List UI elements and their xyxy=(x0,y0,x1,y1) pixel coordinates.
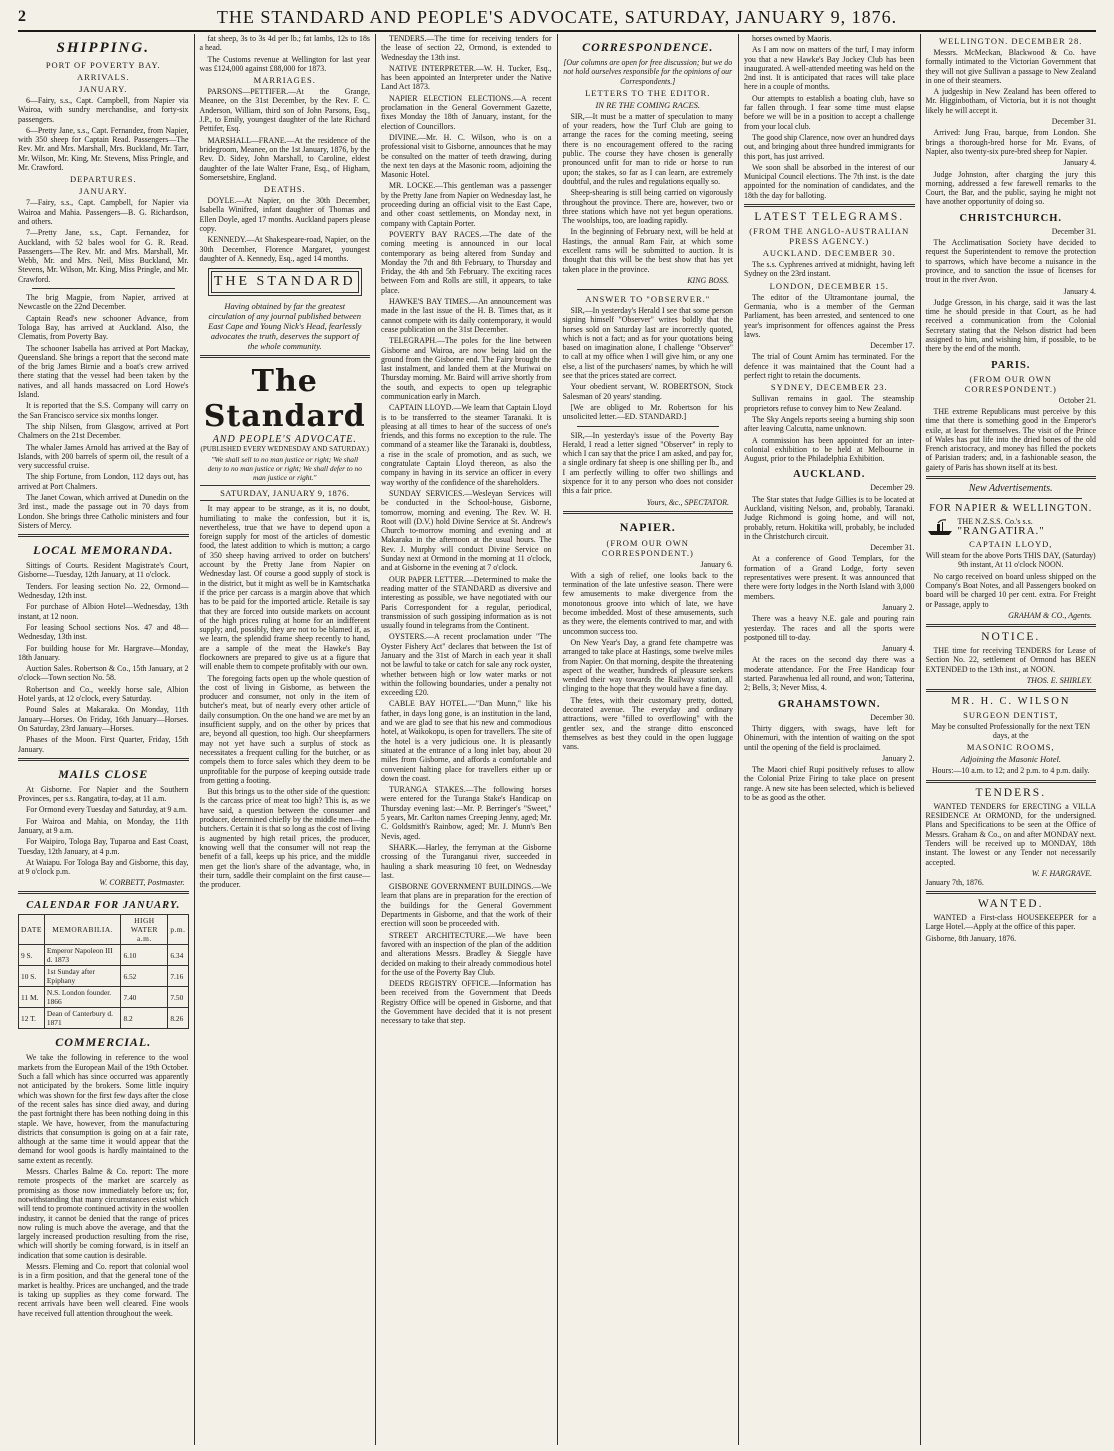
letter-signature: KING BOSS. xyxy=(687,275,729,285)
local-news-item: OUR PAPER LETTER.—Determined to make the reading matter of the STANDARD as diversive and interesting as possible, we have negotiated with our Paris Correspondent for a regular, periodical, transmission of such gossiping information as is not usually found in telegrams from the Continent. xyxy=(381,574,552,631)
notice-text: THE time for receiving TENDERS for Lease of Section No. 22, settlement of Ormond has BEEN EXTENDED to the 13th inst., at NOON. xyxy=(925,645,1096,674)
shipping-note: The ship Nilsen, from Glasgow, arrived at Port Chalmers on the 21st December. xyxy=(18,421,189,441)
dateline: SATURDAY, JANUARY 9, 1876. xyxy=(200,485,371,501)
tenders-heading: TENDERS. xyxy=(975,786,1047,799)
divider xyxy=(563,511,734,514)
departure-entry: 7—Pretty Jane, s.s., Capt. Fernandez, for Auckland, with 52 bales wool for G. R. Read. Passengers—The Rev. Mr. and Mrs. Marshall, Mr. Webb, Mr. and Mrs. Neil, Miss Buckland, Mr. Stevens, Mr. Wilson, Mr. King, Miss Pringle, and Mr. Crawford. xyxy=(18,228,189,284)
local-news-item: TENDERS.—The time for receiving tenders for the lease of section 22, Ormond, is extended to Wednesday the 13th inst. xyxy=(381,34,552,62)
calendar-cell: Emperor Napoleon III d. 1873 xyxy=(44,945,121,966)
telegram-text: The trial of Count Arnim has terminated. For the defence it was maintained that the Count had a perfect right to retain the documents. xyxy=(744,352,915,381)
wellington-text: Arrived: Jung Frau, barque, from London. She brings a thorough-bred horse for Mr. Evans, of Napier, also twenty-six pure-bred sheep for Napier. xyxy=(925,128,1096,156)
standard-box-title: THE STANDARD xyxy=(211,271,360,293)
telegrams-heading: LATEST TELEGRAMS. xyxy=(754,211,905,224)
calendar-cell: N.S. London founder. 1866 xyxy=(44,987,121,1008)
local-news-item: OYSTERS.—A recent proclamation under "The Oyster Fishery Act" declares that between the 1st of January and the 31st of March in each year it shall not be lawful to take or catch for sale any rock oyster, whether between high or low water marks or not within the following boundaries, under a penalty not exceeding £20. xyxy=(381,632,552,698)
commercial-paragraph: We take the following in reference to the wool markets from the European Mail of the 19th October. Such a fall which has since occurred was apparently not anticipated by the brokers. Some little inquiry which was shown for the first few days after the close of the recent sales has since died away, and during the past fortnight there has been nothing doing in this staple. We have, however, from the manufacturing districts that consumption is going on at a fair rate, although at the same time it would appear that the demand for wool goods is hardly maintained to the same extent as recently. xyxy=(18,1053,189,1165)
ship-advert xyxy=(926,517,1097,536)
departure-entry: 7—Fairy, s.s., Capt. Campbell, for Napier via Wairoa and Mahia. Passengers—B. G. Richardson, and others. xyxy=(18,198,189,226)
calendar-cell: 1st Sunday after Epiphany xyxy=(44,966,121,987)
local-news-item: SUNDAY SERVICES.—Wesleyan Services will be conducted in the School-house, Gisborne, tomorrow, morning and evening. The Rev. W. H. Root will (D.V.) hold Divine Service at St. Andrew's Church to-morrow morning and evening and at Makaraka in the afternoon at the usual hours. The Rev. J. Murphy will conduct Divine Service on Sunday next at Ormond in the morning at 11 o'clock, and at Gisborne in the evening at 7 o'clock. xyxy=(381,488,552,573)
grahamstown-date: January 2. xyxy=(882,753,915,763)
calendar-cell: 6.34 xyxy=(168,945,188,966)
ship-agents: GRAHAM & CO., Agents. xyxy=(1008,610,1092,620)
local-news-item: SHARK.—Harley, the ferryman at the Gisborne crossing of the Turanganui river, succeeded in hauling a shark measuring 10 feet, on Wednesday last. xyxy=(381,842,552,880)
editor-note: [We are obliged to Mr. Robertson for his unsolicited letter.—ED. STANDARD.] xyxy=(562,402,733,422)
divider xyxy=(744,204,915,207)
napier-subheading: (FROM OUR OWN CORRESPONDENT.) xyxy=(601,537,694,558)
marriage-notice: MARSHALL—FRANE.—At the residence of the bridegroom, Meanee, on the 1st January, 1876, by the Rev. D. Sidey, John Marshall, to Caroline, eldest daughter of the late Walter Frane, Esq., of Higham, Somersetshire, England. xyxy=(199,135,370,182)
memoranda-entry: Sittings of Courts. Resident Magistrate's Court, Gisborne—Tuesday, 12th January, at 11 o'clock. xyxy=(18,561,189,580)
calendar-col-header: HIGH WATER a.m. xyxy=(121,915,168,945)
death-notice: DOYLE.—At Napier, on the 30th December, Isabella Winifred, infant daughter of Thomas and Ellen Doyle, aged 17 months. Auckland papers please copy. xyxy=(199,196,370,234)
nameplate: The Standard xyxy=(203,364,366,435)
tenders-text: WANTED TENDERS for ERECTING a VILLA RESIDENCE At ORMOND, for the undersigned. Plans and Specifications to be seen at the Office of Messrs. Graham & Co., on and after MONDAY next. Tenders will be received up to MONDAY, 18th instant. The lowest or any Tender not necessarily accepted. xyxy=(925,801,1096,867)
telegrams-subheading: (FROM THE ANGLO-AUSTRALIAN PRESS AGENCY.) xyxy=(749,226,910,247)
napier-paragraph: We soon shall be absorbed in the interest of our Municipal Council elections. The 7th inst. is the date appointed for the nomination of candidates, and the 18th the day for balloting. xyxy=(744,162,915,200)
divider xyxy=(926,476,1097,479)
calendar-cell: 11 M. xyxy=(19,987,45,1008)
auckland-date: January 4. xyxy=(882,644,915,654)
divider xyxy=(926,624,1097,627)
wellington-text: Messrs. McMeckan, Blackwood & Co. have formally intimated to the Victorian Government that they will not give Sullivan a passage to New Zealand in one of their steamers. xyxy=(925,48,1096,85)
newspaper-columns xyxy=(18,34,1096,1445)
calendar-col-header: p.m. xyxy=(168,915,188,945)
divider xyxy=(940,498,1083,499)
napier-paragraph: Our attempts to establish a boating club, have so far fallen through. I fear some time must elapse before we will be in a position to accept a challenge from your local club. xyxy=(744,93,915,131)
mails-heading: MAILS CLOSE xyxy=(58,766,149,781)
telegram-text: The s.s. Cyphrenes arrived at midnight, having left Sydney on the 23rd instant. xyxy=(744,260,915,279)
local-news-item: NAPIER ELECTION ELECTIONS.—A recent proclamation in the General Government Gazette, fixes Monday the 18th of January, instant, for the election of Councillors. xyxy=(381,93,552,131)
calendar-table xyxy=(18,914,189,1029)
calendar-cell: Dean of Canterbury d. 1871 xyxy=(44,1008,121,1029)
ship-captain: CAPTAIN LLOYD, xyxy=(969,539,1053,550)
paris-heading: PARIS. xyxy=(991,359,1031,371)
auckland-date: December 29. xyxy=(870,483,915,493)
column-6 xyxy=(920,34,1097,1445)
masthead-title: THE STANDARD AND PEOPLE'S ADVOCATE, SATURDAY, JANUARY 9, 1876. xyxy=(216,6,898,27)
wanted-heading: WANTED. xyxy=(978,898,1044,911)
calendar-cell: 9 S. xyxy=(19,945,45,966)
divider xyxy=(200,355,371,358)
publication-schedule: (PUBLISHED EVERY WEDNESDAY AND SATURDAY.) xyxy=(200,445,369,454)
telegram-dateline: SYDNEY, DECEMBER 23. xyxy=(770,382,888,393)
grahamstown-text: Thirty diggers, with swags, have left for Ohinemuri, with the intention of waiting on the spot until the opening of the field is proclaimed. xyxy=(744,723,915,752)
grahamstown-date: December 30. xyxy=(870,712,915,722)
calendar-cell: 12 T. xyxy=(19,1008,45,1029)
commercial-paragraph: Messrs. Charles Balme & Co. report: The more remote prospects of the market are scarcely as promising as those now immediately before us; for, notwithstanding that many circumstances exist which will tend to promote continued activity in the woollen industry, it cannot be denied that the range of prices now ruling is much above the average, and that the largely increased production resulting from the rise, which will shortly be coming forward, is in itself an indication that some caution is desirable. xyxy=(18,1167,189,1260)
local-news-item: MR. LOCKE.—This gentleman was a passenger by the Pretty Jane from Napier on Wednesday last, he proceeding during an official visit to the East Cape, and other coast settlements, on Monday next, in company with Captain Porter. xyxy=(381,181,552,228)
page-number: 2 xyxy=(18,8,26,25)
calendar-row xyxy=(19,945,189,966)
dentist-text: May be consulted Professionally for the next TEN days, at the xyxy=(931,721,1091,741)
calendar-row xyxy=(19,1008,189,1029)
ship-terms: No cargo received on board unless shipped on the Company's Boat Notes, and all Passengers booked on board will be charged 10 per cent. extra. For Freight or Passage, apply to xyxy=(925,571,1096,609)
ship-advert-heading: FOR NAPIER & WELLINGTON. xyxy=(929,502,1093,514)
local-news-item: DIVINE.—Mr. H. C. Wilson, who is on a professional visit to Gisborne, announces that he may be consulted on the matter of teeth drawing, during the next ten days at the Masonic room, adjoining the Masonic Hotel. xyxy=(381,132,552,180)
christchurch-date: December 31. xyxy=(1051,226,1096,236)
telegram-dateline: AUCKLAND. DECEMBER 30. xyxy=(762,248,896,259)
tenders-signature: W. F. HARGRAVE. xyxy=(1031,868,1092,878)
epigraph: "We shall sell to no man justice or right; We shall deny to no man justice or right; We shall defer to no man justice or right." xyxy=(207,455,362,483)
shipping-heading: SHIPPING. xyxy=(56,40,150,56)
leader-paragraph: But this brings us to the other side of the question: Is the carcass price of meat too high? This is, as we have said, a question between the consumer and producer, determined chiefly by the middle men—the butchers. Certain it is that so long as the cost of living is augmented by high retail prices, the producer, knowing well that the consumer will not reap the benefit of a fall, keeps up his price, and the middle men get the lion's share of the advantage, who, in their turn, saddle their complaint on the first cause—the producer. xyxy=(199,787,370,890)
wanted-date: Gisborne, 8th January, 1876. xyxy=(925,933,1017,943)
christchurch-text: The Acclimatisation Society have decided to request the Superintendent to remove the protection to sparrows, which have become a nuisance in the province, and to sanction the issue of licenses for trout in the river Avon. xyxy=(925,238,1096,285)
napier-paragraph: On New Year's Day, a grand fete champetre was arranged to take place at Hastings, some twelve miles from Napier. On that morning, despite the threatening aspect of the weather, hundreds of pleasure seekers wended their way towards the Railway station, all clinging to the hope that they would have a fine day. xyxy=(562,637,733,694)
standard-motto: Having obtained by far the greatest circulation of any journal published between East Cape and Young Nick's Head, fearlessly advocates the truth, deserves the support of the whole community. xyxy=(208,301,362,352)
notice-heading: NOTICE. xyxy=(981,630,1041,643)
prices-note: fat sheep, 3s to 3s 4d per lb.; fat lambs, 12s to 18s a head. xyxy=(199,34,370,53)
column-4 xyxy=(557,34,739,1445)
arrivals-month: JANUARY. xyxy=(79,84,128,94)
telegram-dateline: LONDON, DECEMBER 15. xyxy=(769,280,889,291)
shipping-note: The brig Magpie, from Napier, arrived at Newcastle on the 22nd December. xyxy=(18,293,189,312)
local-news-item: TURANGA STAKES.—The following horses were entered for the Turanga Stake's Handicap on Thursday evening last:—Mr. P. Berringer's "Sweet," 5 years, Mr. Carlton names Creeping Jenny, aged; Mr. C. Goldsmith's Rainbow, aged; Mr. J. Munn's Ben Nevis, aged. xyxy=(381,785,552,841)
dentist-hours: Hours:—10 a.m. to 12; and 2 p.m. to 4 p.m. daily. xyxy=(931,766,1090,776)
dentist-venue: MASONIC ROOMS, xyxy=(966,742,1055,753)
correspondence-heading: CORRESPONDENCE. xyxy=(582,40,714,54)
auckland-heading: AUCKLAND. xyxy=(793,469,866,481)
mail-entry: For Ormond every Tuesday and Saturday, at 9 a.m. xyxy=(26,805,188,815)
shipping-note: The ship Fortune, from London, 112 days out, has arrived at Port Chalmers. xyxy=(18,472,189,491)
auckland-text: At a conference of Good Templars, for the formation of a Grand Lodge, forty seven representatives were present. It was announced that there were forty lodges in the North Island with 3,000 members. xyxy=(744,554,915,601)
paris-text: THE extreme Republicans must perceive by this time that there is something good in the Emperor's exile, at least for themselves. The visit of the Prince of Wales has put life into the dried bones of the old French aristocracy, and money has filled the pockets of Parisian traders; and, in a fashionable season, the gaiety of Paris has shown itself at its best. xyxy=(925,406,1096,472)
divider xyxy=(926,780,1097,783)
paris-subheading: (FROM OUR OWN CORRESPONDENT.) xyxy=(964,373,1057,394)
calendar-cell: 7.40 xyxy=(121,987,168,1008)
memoranda-entry: For building house for Mr. Hargrave—Monday, 18th January. xyxy=(18,643,189,662)
deaths-heading: DEATHS. xyxy=(263,184,306,195)
arrival-entry: 6—Pretty Jane, s.s., Capt. Fernandez, from Napier, with 350 sheep for Captain Read. Passengers—The Rev. Mr. and Mrs. Marshall, Mrs. Buckland, Mr. Tarr, Mr. Wilson, Mr. King, Mr. Stevens, Miss Pringle, and Mr. Crawford. xyxy=(18,125,189,173)
napier-date: January 6. xyxy=(700,559,733,569)
divider xyxy=(577,426,720,427)
port-heading: PORT OF POVERTY BAY. xyxy=(45,60,161,70)
calendar-cell: 7.50 xyxy=(168,987,188,1008)
departures-month: JANUARY. xyxy=(79,186,128,197)
auckland-date: January 2. xyxy=(882,602,915,612)
mail-entry: At Waiapu. For Tologa Bay and Gisborne, this day, at 9 o'clock p.m. xyxy=(18,857,189,877)
telegram-text: Sullivan remains in gaol. The steamship proprietors refuse to convey him to New Zealand. xyxy=(744,394,915,413)
christchurch-date: January 4. xyxy=(1063,286,1096,296)
letters-heading: LETTERS TO THE EDITOR. xyxy=(585,87,711,98)
steamship-icon xyxy=(926,518,954,536)
grahamstown-text: The Maori chief Rupi positively refuses to allow the Colonial Prize Firing to take place on present range. A new site has been selected, which is believed to be as good as the other. xyxy=(744,765,915,802)
divider xyxy=(18,758,189,761)
local-news-item: STREET ARCHITECTURE.—We have been favored with an inspection of the plan of the addition and alterations Messrs. Bradley & Sieggle have decided on making to their already commodious hotel for the use of the Poverty Bay Club. xyxy=(381,930,552,977)
dentist-name: MR. H. C. WILSON xyxy=(951,695,1071,707)
shipping-note: The whaler James Arnold has arrived at the Bay of Islands, with 200 barrels of sperm oil, the result of a very successful cruise. xyxy=(18,442,189,471)
memoranda-entry: For leasing School sections Nos. 47 and 48—Wednesday, 13th inst. xyxy=(18,622,189,642)
grahamstown-heading: GRAHAMSTOWN. xyxy=(777,698,881,710)
shipping-note: The schooner Isabella has arrived at Port Mackay, Queensland. She brings a report that the second mate of the brig James Birnie and a boat's crew arrived there stating that the vessel had been taken by the natives, and all hands massacred on Lord Howe's Island. xyxy=(18,343,189,400)
letter-paragraph: SIR,—In yesterday's issue of the Poverty Bay Herald, I read a letter signed "Observer" in reply to which I can say that the price I am asked, and pay for, a single ordinary fat sheep is one shilling per lb., and I am perfectly willing to offer two shillings and sixpence for it to any person who does not consider this a fair price. xyxy=(562,430,733,496)
telegram-text: The editor of the Ultramontane journal, the Germania, who is a member of the German Parliament, has been arrested, and sentenced to one year's imprisonment for offences against the Press laws. xyxy=(744,292,915,339)
masthead xyxy=(18,4,1096,32)
auckland-date: December 31. xyxy=(870,543,915,553)
ship-schedule: Will steam for the above Ports THIS DAY, (Saturday) 9th instant, At 11 o'clock NOON. xyxy=(925,551,1096,570)
local-news-item: TELEGRAPH.—The poles for the line between Gisborne and Wairoa, are now being laid on the ground from the Gisborne end. The Fairy brought the last instalment, and landed them at the Muriwai on Thursday morning. Mr. Baird will arrive shortly from the south, and expects to open up telegraphic communication early in March. xyxy=(381,336,552,401)
memoranda-entry: Robertson and Co., weekly horse sale, Albion Hotel yards, at 12 o'clock, every Saturday. xyxy=(18,684,189,704)
calendar-header-row xyxy=(19,915,189,945)
wanted-text: WANTED a First-class HOUSEKEEPER for a Large Hotel.—Apply at the office of this paper. xyxy=(925,913,1096,932)
memoranda-entry: Pound Sales at Makaraka. On Monday, 11th January—Horses. On Friday, 16th January—Horses. On Saturday, 23rd January—Horses. xyxy=(18,705,189,733)
arrivals-heading: ARRIVALS. xyxy=(76,72,130,82)
mail-entry: For Waipiro, Tologa Bay, Tuparoa and East Coast, Tuesday, 12th January, at 4 p.m. xyxy=(18,837,189,856)
calendar-cell: 10 S. xyxy=(19,966,45,987)
calendar-cell: 7.16 xyxy=(168,966,188,987)
leader-paragraph: The foregoing facts open up the whole question of the cost of living in Gisborne, as between the producer and consumer, not only in the item of butcher's meat, but of nearly every other article of daily consumption. On the one hand we are met by an insufficient supply, and on the other by prices that are, beyond all question, too high. Our sheepfarmers may not yet have such a surplus of stock as necessitates a frequent culling for the butcher, or as compels them to force sales which they deem to be unprofitable for the purpose of keeping outside trade from getting a footing. xyxy=(199,673,370,785)
telegram-text: A commission has been appointed for an inter-colonial exhibition to be held at Melbourne in August, prior to the Philadelphia Exhibition. xyxy=(744,435,915,464)
shipping-note: Captain Read's new schooner Advance, from Tologa Bay, has arrived at Auckland. Also, the Clematis, from Poverty Bay. xyxy=(18,313,189,342)
letter-paragraph: SIR,—It must be a matter of speculation to many of your readers, how the Turf Club are going to arrange the races for the coming meeting, seeing there is no encouragement offered to the racing public. The course they have chosen is generally pronounced unfit for man to ride or horse to run upon; the stakes, so far as I can learn, are extremely doubtful, and the rules and regulations equally so. xyxy=(562,111,733,186)
standard-box xyxy=(208,268,363,296)
mail-entry: For Wairoa and Mahia, on Monday, the 11th January, at 9 a.m. xyxy=(18,816,189,835)
divider xyxy=(926,689,1097,692)
local-news-item: CAPTAIN LLOYD.—We learn that Captain Lloyd is to be transferred to the steamer Taranaki. It is pleasing at all times to hear of the success of one's friends, and this forms no exception to the rule. The command of a steamer like the Taranaki is, doubtless, a rise in the scale of promotion, and as such, we congratulate Captain Lloyd thereon, as also the company in having in its service an officer in every way worthy of the confidence of the shareholders. xyxy=(381,403,552,487)
napier-heading: NAPIER. xyxy=(619,519,676,534)
column-1 xyxy=(18,34,194,1445)
column-2 xyxy=(194,34,376,1445)
memoranda-entry: For purchase of Albion Hotel—Wednesday, 13th instant, at 12 noon. xyxy=(18,602,189,621)
wellington-date: December 31. xyxy=(1051,117,1096,127)
memoranda-entry: Auction Sales. Robertson & Co., 15th January, at 2 o'clock—Town section No. 58. xyxy=(18,664,189,683)
mail-entry: At Gisborne. For Napier and the Southern Provinces, per s.s. Rangatira, to-day, at 11 a.m. xyxy=(18,784,189,804)
local-news-item: CABLE BAY HOTEL.—"Dan Munn," like his father, in days long gone, is an institution in the land, and we are glad to see that his new and commodious hotel, at Waikokopu, is open for travellers. The site of the hotel is a very judicious one. It is pleasantly situated at the entrance of a long inlet bay, about 20 miles from Gisborne, and affords a comfortable and convenient halting place for travellers either up or down the coast. xyxy=(381,699,552,783)
memoranda-entry: Phases of the Moon. First Quarter, Friday, 15th January. xyxy=(18,735,189,754)
napier-paragraph: With a sigh of relief, one looks back to the termination of the late unfestive season. There were few amusements to make divergence from the monotonous groove into which of late, we have become imbedded. Most of these amusements, such as they were, the elements contrived to mar, and with uncommon success too. xyxy=(562,570,733,636)
calendar-row xyxy=(19,987,189,1008)
wellington-date: January 4. xyxy=(1063,158,1096,168)
auckland-text: At the races on the second day there was a moderate attendance. For the Free Handicap four started. Parawhenua led all round, and won; Tatterina, 2; Bells, 3; Never Miss, 4. xyxy=(744,655,915,693)
calendar-cell: 8.2 xyxy=(121,1008,168,1029)
leader-paragraph: It may appear to be strange, as it is, no doubt, humiliating to make the confession, but it is, nevertheless, true that we have to depend upon a foreign supply for most of the articles of domestic food, the latest addition to which is mutton; a cargo of 350 sheep having arrived to order on butchers' account by the Pretty Jane from Napier on Wednesday last. Of course a good supply of stock is in the district, but it might as well be in Kamtschatka if the price per carcass is a margin above that which has to be paid for the imported article. Retaile is say that they are forced into outside markets on account of the high prices ruling at home for an indifferent supply; and, possibly, they are not to be blamed if, as we learn, the splendid frame sheep recently to hand, are a sample of the meat the Hawke's Bay flockowners are prepared to give us at a figure that will enable them to compete profitably with our own. xyxy=(199,504,370,672)
napier-paragraph: The fetes, with their customary pretty, dotted, decorated avenue. The everyday and ordinary attractions, were "filled to overflowing" with the gentler sex, and the strange ditto ensconced themselves as best they could in the open luggage vans. xyxy=(562,695,733,752)
local-news-item: POVERTY BAY RACES.—The date of the coming meeting is announced in our local contemporary as being altered from Sunday and Monday the 7th and 8th February, to Thursday and Friday, the 4th and 5th February. The exciting races between Fom and Rolls are still, it appears, to take place. xyxy=(381,229,552,295)
telegram-dateline: December 17. xyxy=(870,341,915,351)
dentist-venue-detail: Adjoining the Masonic Hotel. xyxy=(960,754,1062,765)
telegram-text: The Sky Angels reports seeing a burning ship soon after leaving Calcutta, name unknown. xyxy=(744,414,915,434)
local-news-item: GISBORNE GOVERNMENT BUILDINGS.—We learn that plans are in preparation for the erection of the buildings for the General Government Departments in Gisborne, and that the work of their erection will soon be proceeded with. xyxy=(381,882,552,929)
auckland-text: The Star states that Judge Gillies is to be located at Auckland, visiting Nelson, and, probably, Taranaki. Judge Richmond is going home, and will not, probably, return. Hokitika will, probably, be included in the Christchurch circuit. xyxy=(744,494,915,541)
wellington-dateline: WELLINGTON. DECEMBER 28. xyxy=(939,36,1083,46)
column-3 xyxy=(375,34,557,1445)
calendar-row xyxy=(19,966,189,987)
notice-signature: THOS. E. SHIRLEY. xyxy=(1026,675,1092,685)
shipping-note: It is reported that the S.S. Company will carry on the San Francisco service six months longer. xyxy=(18,401,189,420)
letter-heading: IN RE THE COMING RACES. xyxy=(595,99,701,110)
local-news-item: NATIVE INTERPRETER.—W. H. Tucker, Esq., has been appointed an Interpreter under the Native Land Act 1873. xyxy=(381,63,552,92)
memoranda-entry: Tenders. For leasing section No. 22, Ormond—Wednesday, 12th inst. xyxy=(18,581,189,601)
calendar-col-header: MEMORABILIA. xyxy=(44,915,121,945)
auckland-text: There was a heavy N.E. gale and pouring rain yesterday. The races and all the sports were postponed till to-day. xyxy=(744,614,915,642)
napier-paragraph: horses owned by Maoris. xyxy=(752,34,832,43)
nameplate-subtitle: AND PEOPLE'S ADVOCATE. xyxy=(212,434,357,446)
postmaster-signature: W. CORBETT, Postmaster. xyxy=(99,878,185,888)
napier-paragraph: As I am now on matters of the turf, I may inform you that a new Hawke's Bay Jockey Club has been inaugurated. A well-attended meeting was held on the 2nd inst. It is anticipated that races will take place here in a couple of months. xyxy=(744,45,915,92)
napier-paragraph: The good ship Clarence, now over an hundred days out, and bringing about three hundred immigrants for this port, has just arrived. xyxy=(744,132,915,161)
letter-paragraph: Your obedient servant, W. ROBERTSON, Stock Salesman of 20 years' standing. xyxy=(562,382,733,401)
divider xyxy=(18,891,189,894)
tenders-date: January 7th, 1876. xyxy=(925,877,984,887)
commercial-paragraph: Messrs. Fleming and Co. report that colonial wool is in a firm position, and that the general tone of the market is healthy. Prices are unchanged, and the trade is taking up supplies as they come forward. The recent arrivals have been well cleared. Fine wools have received full attention throughout the week. xyxy=(18,1262,189,1318)
ship-advert-line: THE N.Z.S.S. Co.'s s.s. xyxy=(957,516,1033,526)
divider xyxy=(32,288,175,289)
calendar-cell: 6.10 xyxy=(121,945,168,966)
marriage-notice: PARSONS—PETTIFER.—At the Grange, Meanee, on the 31st December, by the Rev. F. C. Anderson, William, third son of John Parsons, Esq., J.P., to Emily, youngest daughter of the late Richard Pettifer, Esq. xyxy=(199,87,370,134)
column-5 xyxy=(738,34,920,1445)
letter-heading: ANSWER TO "OBSERVER." xyxy=(585,293,711,304)
departures-heading: DEPARTURES. xyxy=(69,174,137,185)
marriages-heading: MARRIAGES. xyxy=(253,75,316,86)
calendar-col-header: DATE xyxy=(19,915,45,945)
divider xyxy=(18,534,189,537)
letter-paragraph: Sheep-shearing is still being carried on vigorously throughout the province. There are, however, two or three stations which have not yet begun operations. The woolships, too, are loading rapidly. xyxy=(562,188,733,226)
letter-signature: Yours, &c., SPECTATOR. xyxy=(646,497,729,507)
death-notice: KENNEDY.—At Shakespeare-road, Napier, on the 30th December, Florence Margaret, youngest daughter of A. Kennedy, Esq., aged 14 months. xyxy=(199,235,370,263)
ship-name: "RANGATIRA." xyxy=(957,524,1045,537)
correspondence-disclaimer: [Our columns are open for free discussion; but we do not hold ourselves responsible for the opinions of our Correspondents.] xyxy=(563,58,733,86)
commercial-heading: COMMERCIAL. xyxy=(55,1035,152,1050)
paris-date: October 21. xyxy=(1058,395,1096,405)
wellington-text: Judge Johnston, after charging the jury this morning, addressed a few farewell remarks to the Court, the Bar, and the public, saying he might not have another opportunity of doing so. xyxy=(925,169,1096,207)
divider xyxy=(926,891,1097,894)
new-advertisements-heading: New Advertisements. xyxy=(968,482,1053,494)
calendar-cell: 6.52 xyxy=(121,966,168,987)
customs-note: The Customs revenue at Wellington for last year was £124,000 against £88,000 for 1873. xyxy=(199,54,370,73)
calendar-heading: CALENDAR FOR JANUARY. xyxy=(26,900,181,912)
divider xyxy=(577,289,720,290)
local-news-item: HAWKE'S BAY TIMES.—An announcement was made in the last issue of the H. B. Times that, as it cannot compete with its daily contemporary, it would cease publication on the 31st December. xyxy=(381,297,552,334)
wellington-text: A judgeship in New Zealand has been offered to Mr. Higginbotham, of Victoria, but it is not thought likely he will accept it. xyxy=(925,87,1096,115)
local-news-item: DEEDS REGISTRY OFFICE.—Information has been received from the Government that Deeds Registry Office will be opened in Gisborne, and that the Government have decided that it is not present necessary to take that step. xyxy=(381,979,552,1026)
arrival-entry: 6—Fairy, s.s., Capt. Campbell, from Napier via Wairoa, with sundry merchandise, and forty-six passengers. xyxy=(18,96,189,124)
christchurch-text: Judge Gresson, in his charge, said it was the last time he should preside in that Court, as he had received a communication from the Colonial Secretary stating that the Nelson district had been assigned to him, and wishing him, if possible, to be there by the end of the month. xyxy=(925,297,1096,354)
letter-paragraph: In the beginning of February next, will be held at Hastings, the annual Ram Fair, at which some excellent rams will be submitted to auction. It is thought that this will be the best show that has yet taken place in the province. xyxy=(562,227,733,274)
calendar-cell: 8.26 xyxy=(168,1008,188,1029)
dentist-title: SURGEON DENTIST, xyxy=(963,709,1059,720)
christchurch-heading: CHRISTCHURCH. xyxy=(959,212,1063,224)
letter-paragraph: SIR,—In yesterday's Herald I see that some person signing himself "Observer" writes boldly that the horses sold on Saturday last are incorrectly quoted, which is not a fact; and as for your quotations being based on imagination alone, I challenge "Observer" to call at my office when I will give him, or any one else, a list of the purchasers' names, by which he will see that the prices stated are correct. xyxy=(562,305,733,381)
memoranda-heading: LOCAL MEMORANDA. xyxy=(33,543,174,558)
shipping-note: The Janet Cowan, which arrived at Dunedin on the 3rd inst., made the passage out in 70 days from London. She brings three Catholic ministers and four Sisters of Mercy. xyxy=(18,492,189,530)
